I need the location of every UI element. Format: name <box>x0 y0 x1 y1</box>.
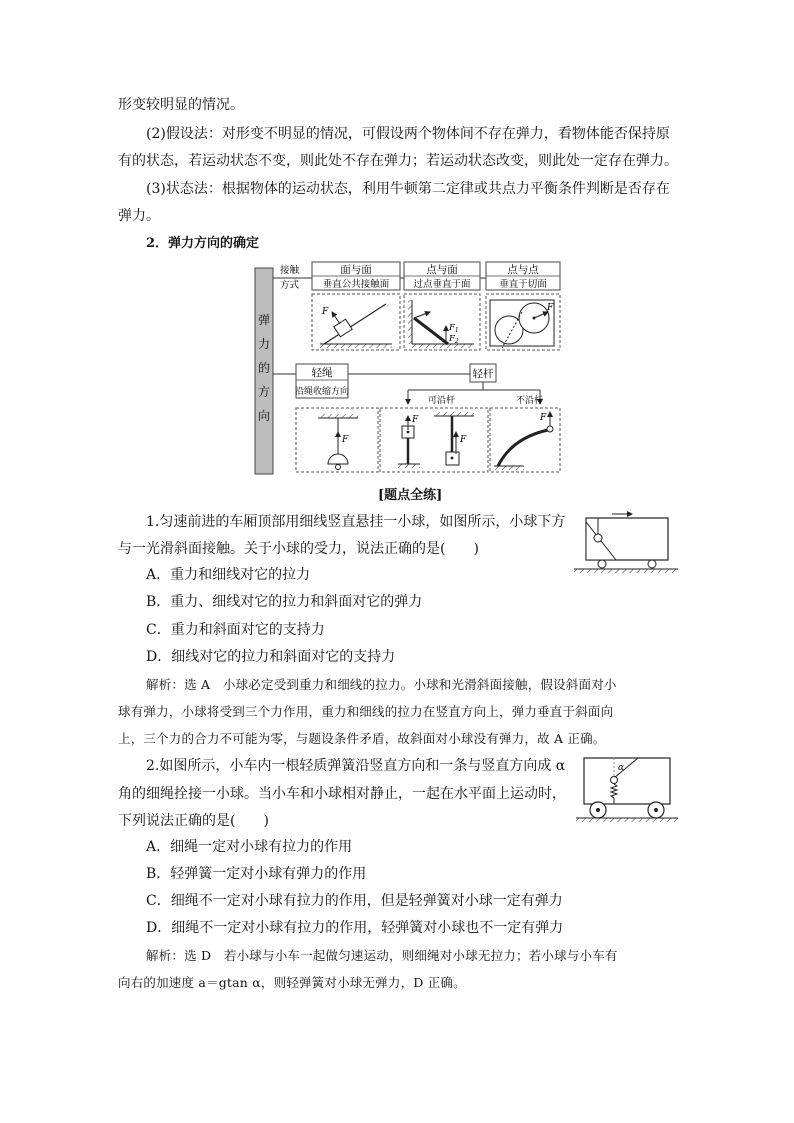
col3-title: 点与点 <box>507 264 539 276</box>
rod-title: 轻杆 <box>472 368 494 380</box>
q2-option-d: D．细绳不一定对小球有拉力的作用，轻弹簧对小球也不一定有弹力 <box>146 920 564 936</box>
q2-stem-1: 2.如图所示，小车内一根轻质弹簧沿竖直方向和一条与竖直方向成 α <box>146 758 566 774</box>
intro-line-2: (2)假设法：对形变不明显的情况，可假设两个物体间不存在弹力，看物体能否保持原 <box>146 126 670 142</box>
rope-figure <box>318 414 358 470</box>
practice-title: [题点全练] <box>378 488 443 503</box>
q2-option-b: B．轻弹簧一定对小球有弹力的作用 <box>146 866 367 882</box>
q1-option-c: C．重力和斜面对它的支持力 <box>146 622 325 638</box>
side-char-4: 方 <box>257 385 271 399</box>
q1-option-a: A．重力和细线对它的拉力 <box>146 567 311 583</box>
section-heading: 2．弹力方向的确定 <box>146 236 260 251</box>
q1-answer-3: 上，三个力的合力不可能为零，与题设条件矛盾，故斜面对小球没有弹力，故 A 正确。 <box>118 731 606 746</box>
point-to-surface-figure <box>408 300 474 348</box>
q1-option-b: B．重力、细线对它的拉力和斜面对它的弹力 <box>146 594 423 610</box>
f-label-4: F <box>342 435 349 445</box>
q2-answer-1: 解析：选 D 若小球与小车一起做匀速运动，则细绳对小球无拉力；若小球与小车有 <box>146 948 618 963</box>
col3-desc: 垂直于切面 <box>499 279 547 290</box>
intro-line-5: 弹力。 <box>118 208 160 224</box>
side-char-3: 的 <box>257 361 271 375</box>
rope-desc: 沿绳收缩方向 <box>294 387 350 397</box>
q2-option-c: C．细绳不一定对小球有拉力的作用，但是轻弹簧对小球一定有弹力 <box>146 893 563 909</box>
rope-title: 轻绳 <box>311 367 333 379</box>
q2-answer-2: 向右的加速度 a＝gtan α，则轻弹簧对小球无弹力，D 正确。 <box>118 975 466 990</box>
f-label-3: F <box>547 303 554 313</box>
f2-label: $F_2$ <box>449 334 459 345</box>
col2-desc: 过点垂直于面 <box>413 279 471 290</box>
q2-alpha-label: α <box>618 763 625 773</box>
f-label-6: F <box>460 435 467 445</box>
side-char-1: 弹 <box>257 313 271 327</box>
q1-answer-2: 球有弹力，小球将受到三个力作用，重力和细线的拉力在竖直方向上，弹力垂直于斜面向 <box>118 704 614 719</box>
face-to-face-figure <box>320 304 392 348</box>
f-label-5: F <box>412 415 419 425</box>
f-label-1: F <box>322 307 329 317</box>
q2-stem-3: 下列说法正确的是( ) <box>118 813 269 829</box>
contact-label-1: 接触 <box>280 265 300 276</box>
rod-can-label: 可沿杆 <box>428 396 456 406</box>
q1-answer-1: 解析：选 A 小球必定受到重力和细线的拉力。小球和光滑斜面接触，假设斜面对小 <box>146 677 617 692</box>
q1-option-d: D．细线对它的拉力和斜面对它的支持力 <box>146 649 396 665</box>
f-label-7: F <box>540 413 547 423</box>
side-char-2: 力 <box>257 337 271 351</box>
rod-not-along-figure <box>494 412 553 470</box>
rod-along-figure <box>398 412 474 468</box>
intro-line-3: 有的状态，若运动状态不变，则此处不存在弹力；若运动状态改变，则此处一定存在弹力。 <box>118 153 678 169</box>
intro-line-1: 形变较明显的情况。 <box>118 97 244 113</box>
intro-line-4: (3)状态法：根据物体的运动状态，利用牛顿第二定律或共点力平衡条件判断是否存在 <box>146 181 670 197</box>
elastic-force-direction-diagram <box>252 260 564 476</box>
col1-title: 面与面 <box>340 264 372 276</box>
side-char-5: 向 <box>257 409 271 423</box>
col2-title: 点与面 <box>426 264 458 276</box>
q2-option-a: A．细绳一定对小球有拉力的作用 <box>146 839 353 855</box>
contact-label-2: 方式 <box>280 280 300 291</box>
q1-stem-1: 1.匀速前进的车厢顶部用细线竖直悬挂一小球，如图所示，小球下方 <box>146 514 566 530</box>
q1-figure-carriage <box>572 510 680 576</box>
f1-label: $F_1$ <box>449 323 459 334</box>
q1-stem-2: 与一光滑斜面接触。关于小球的受力，说法正确的是( ) <box>118 541 479 557</box>
point-to-point-figure <box>490 300 554 348</box>
col1-desc: 垂直公共接触面 <box>322 279 390 290</box>
rod-cannot-label: 不沿杆 <box>516 396 544 406</box>
q2-stem-2: 角的细绳拴接一小球。当小车和小球相对静止，一起在水平面上运动时， <box>118 786 566 802</box>
q2-figure-cart <box>574 752 680 826</box>
